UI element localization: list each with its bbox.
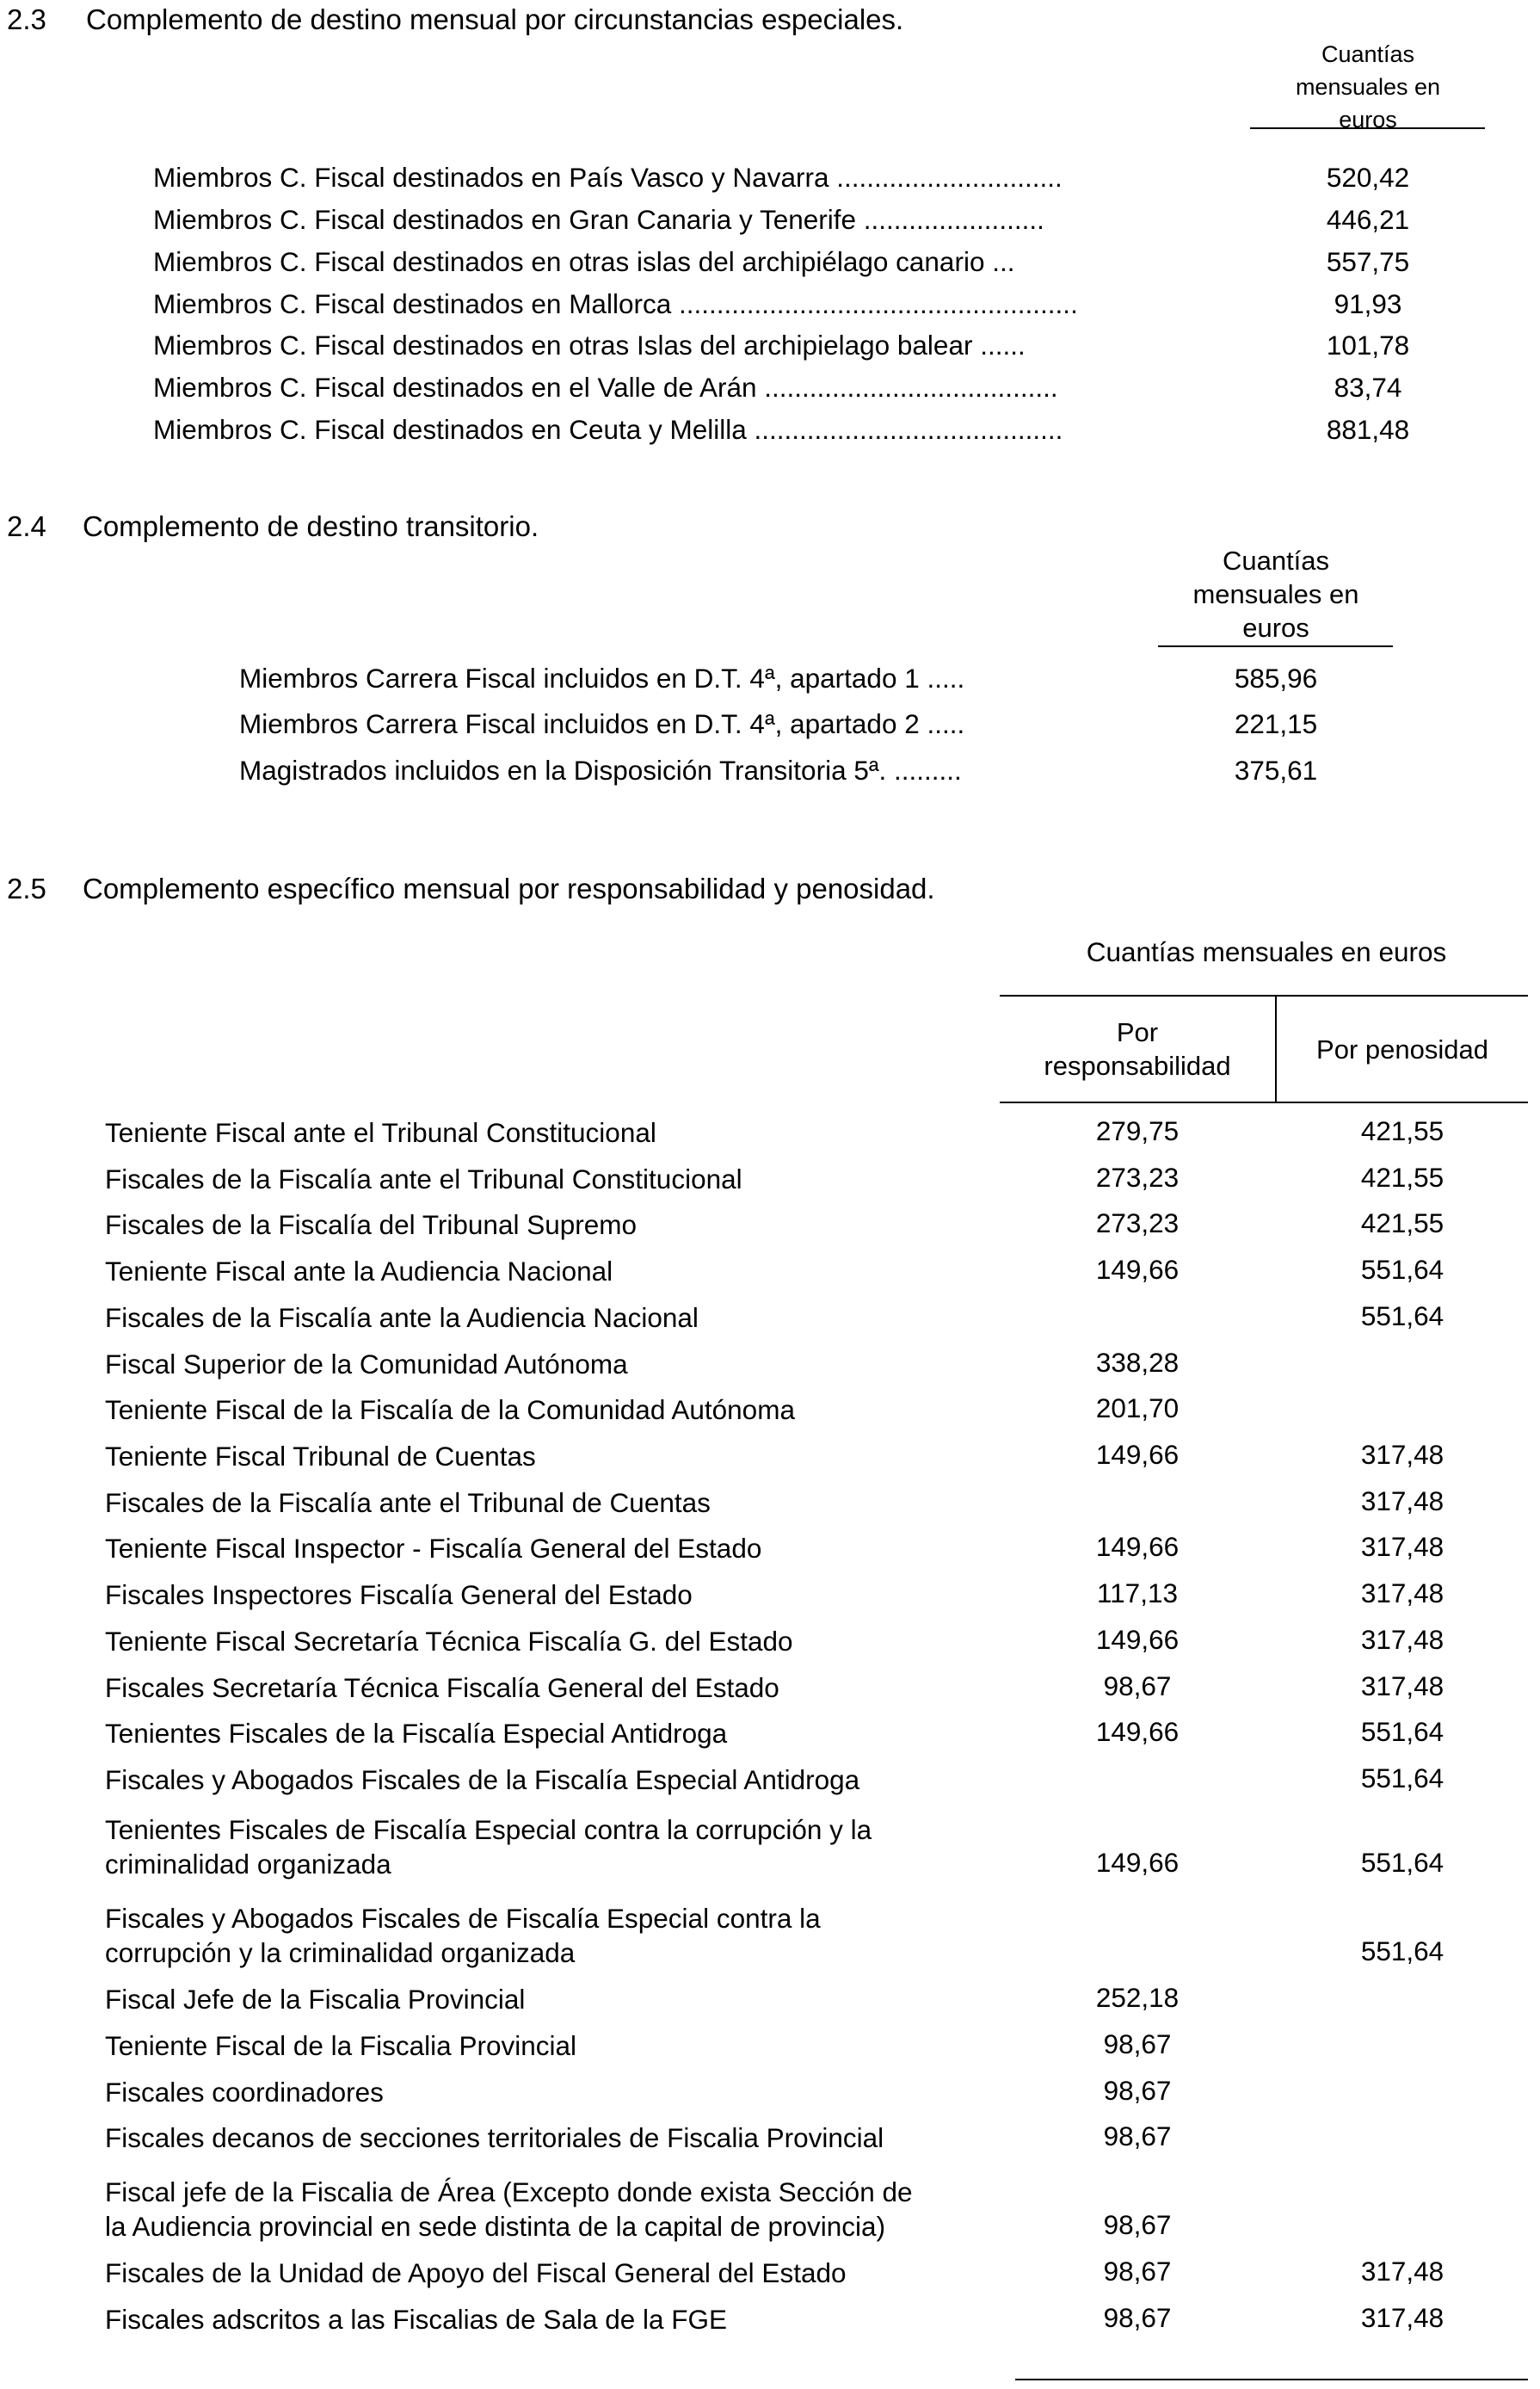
table-row-label: Fiscales de la Unidad de Apoyo del Fiscal General del Estado — [105, 2257, 847, 2288]
table-row-resp: 149,66 — [1095, 1624, 1180, 1655]
table-row-label: Fiscal Jefe de la Fiscalia Provincial — [105, 1984, 526, 2015]
header-rule — [1158, 645, 1393, 647]
header-line: Cuantías — [1321, 41, 1415, 67]
table-row-label: Fiscal jefe de la Fiscalia de Área (Excepto donde exista Sección de la Audiencia provincial en sede distinta de la capital de provincia) — [105, 2176, 913, 2242]
table-row-resp: 149,66 — [1095, 1439, 1180, 1470]
table-row-value: 101,78 — [1326, 330, 1410, 361]
table-row-label: Miembros C. Fiscal destinados en el Valle de Arán ....................................... — [153, 372, 1058, 403]
table-row-label: Fiscales de la Fiscalía ante la Audiencia Nacional — [105, 1302, 699, 1333]
table-row-resp: 98,67 — [1103, 2120, 1172, 2151]
table-row-label: Magistrados incluidos en la Disposición Transitoria 5ª. ......... — [239, 755, 962, 786]
header-rule — [1250, 127, 1485, 129]
header-line: Cuantías — [1222, 546, 1330, 576]
table-top-rule — [1000, 995, 1528, 997]
table-row-label: Fiscales decanos de secciones territoriales de Fiscalia Provincial — [105, 2122, 884, 2153]
table-row-pen: 317,48 — [1360, 1577, 1445, 1608]
table-row-label: Fiscales y Abogados Fiscales de Fiscalía Especial contra la corrupción y la criminalidad organizada — [105, 1903, 821, 1968]
column-header-penosidad: Por penosidad — [1316, 1034, 1488, 1065]
table-row-pen: 317,48 — [1360, 2302, 1445, 2333]
table-row-pen: 551,64 — [1360, 1716, 1445, 1747]
table-row-label: Teniente Fiscal ante la Audiencia Nacional — [105, 1256, 613, 1287]
header-line: mensuales en — [1192, 579, 1359, 609]
table-row-pen: 317,48 — [1360, 1439, 1445, 1470]
table-row-resp: 149,66 — [1095, 1531, 1180, 1562]
section-number: 2.3 — [7, 3, 46, 35]
table-row-label: Fiscales coordinadores — [105, 2077, 384, 2108]
header-line: euros — [1242, 613, 1309, 643]
table-row-resp: 98,67 — [1103, 1670, 1172, 1701]
table-row-pen: 551,64 — [1360, 1935, 1445, 1966]
table-row-resp: 273,23 — [1095, 1207, 1180, 1238]
table-row-pen: 551,64 — [1360, 1762, 1445, 1793]
table-row-label: Teniente Fiscal ante el Tribunal Constitucional — [105, 1117, 656, 1148]
header-line: mensuales en — [1295, 74, 1441, 100]
table-row-label: Fiscales de la Fiscalía ante el Tribunal Constitucional — [105, 1164, 742, 1194]
table-row-value: 557,75 — [1326, 246, 1410, 277]
table-row-label: Miembros C. Fiscal destinados en otras islas del archipiélago canario ... — [153, 246, 1015, 277]
table-row-resp: 149,66 — [1095, 1254, 1180, 1285]
table-row-pen: 317,48 — [1360, 1531, 1445, 1562]
table-row-value: 585,96 — [1234, 663, 1318, 694]
table-row-label: Teniente Fiscal Secretaría Técnica Fiscalía G. del Estado — [105, 1626, 793, 1657]
section-title: Complemento específico mensual por responsabilidad y penosidad. — [83, 873, 935, 904]
table-row-value: 881,48 — [1326, 414, 1410, 445]
section-number: 2.4 — [7, 510, 46, 542]
table-row-resp: 279,75 — [1095, 1115, 1180, 1146]
table-row-label: Tenientes Fiscales de la Fiscalía Especial Antidroga — [105, 1718, 728, 1749]
table-row-resp: 252,18 — [1095, 1982, 1180, 2013]
table-row-resp: 98,67 — [1103, 2075, 1172, 2106]
table-row-pen: 551,64 — [1360, 1847, 1445, 1878]
table-row-value: 446,21 — [1326, 204, 1410, 235]
table-row-label: Miembros C. Fiscal destinados en otras Islas del archipielago balear ...... — [153, 330, 1026, 361]
column-header — [1247, 38, 1488, 136]
table-row-label: Miembros Carrera Fiscal incluidos en D.T. 4ª, apartado 1 ..... — [239, 663, 965, 694]
table-row-resp: 98,67 — [1103, 2028, 1172, 2059]
table-row-pen: 317,48 — [1360, 1624, 1445, 1655]
table-row-value: 91,93 — [1334, 288, 1402, 319]
table-row-pen: 551,64 — [1360, 1300, 1445, 1331]
table-bottom-rule — [1015, 2379, 1528, 2380]
table-row-value: 520,42 — [1326, 162, 1410, 193]
header-line: Por — [1116, 1017, 1159, 1047]
header-line: responsabilidad — [1044, 1051, 1231, 1081]
table-row-resp: 98,67 — [1103, 2209, 1172, 2240]
table-row-pen: 421,55 — [1360, 1162, 1445, 1193]
table-row-label: Fiscal Superior de la Comunidad Autónoma — [105, 1349, 628, 1380]
table-row-label: Fiscales Inspectores Fiscalía General del Estado — [105, 1579, 693, 1610]
table-row-label: Fiscales de la Fiscalía del Tribunal Supremo — [105, 1209, 638, 1240]
section-title: Complemento de destino transitorio. — [83, 510, 539, 542]
table-row-label: Fiscales Secretaría Técnica Fiscalía General del Estado — [105, 1672, 779, 1703]
table-row-pen: 421,55 — [1360, 1115, 1445, 1146]
header-bottom-rule — [1000, 1102, 1528, 1103]
table-row-label: Tenientes Fiscales de Fiscalía Especial contra la corrupción y la criminalidad organizada — [105, 1814, 872, 1880]
table-row-pen: 317,48 — [1360, 2256, 1445, 2287]
table-row-label: Miembros Carrera Fiscal incluidos en D.T. 4ª, apartado 2 ..... — [239, 708, 965, 739]
table-row-label: Teniente Fiscal Inspector - Fiscalía General del Estado — [105, 1533, 762, 1564]
table-row-resp: 149,66 — [1095, 1847, 1180, 1878]
table-row-pen: 551,64 — [1360, 1254, 1445, 1285]
table-row-value: 221,15 — [1234, 708, 1318, 739]
table-row-value: 83,74 — [1334, 372, 1402, 403]
table-row-label: Fiscales y Abogados Fiscales de la Fiscalía Especial Antidroga — [105, 1764, 860, 1795]
table-row-resp: 117,13 — [1096, 1577, 1178, 1608]
table-row-pen: 317,48 — [1360, 1670, 1445, 1701]
section-title: Complemento de destino mensual por circunstancias especiales. — [86, 3, 904, 35]
table-row-label: Teniente Fiscal de la Fiscalia Provincial — [105, 2030, 576, 2061]
header-line: euros — [1339, 107, 1397, 133]
table-row-resp: 201,70 — [1095, 1392, 1180, 1423]
table-row-pen: 317,48 — [1360, 1485, 1445, 1516]
table-row-label: Miembros C. Fiscal destinados en País Vasco y Navarra .............................. — [153, 162, 1063, 193]
table-row-resp: 98,67 — [1103, 2302, 1172, 2333]
table-row-resp: 149,66 — [1095, 1716, 1180, 1747]
table-row-label: Miembros C. Fiscal destinados en Mallorca ..................................................... — [153, 288, 1078, 319]
column-header — [1155, 544, 1396, 645]
column-header-responsabilidad — [1000, 1015, 1275, 1083]
table-row-resp: 273,23 — [1095, 1162, 1180, 1193]
table-row-resp: 338,28 — [1095, 1347, 1180, 1378]
table-row-label: Fiscales de la Fiscalía ante el Tribunal de Cuentas — [105, 1487, 711, 1518]
table-row-value: 375,61 — [1234, 755, 1318, 786]
table-row-label: Teniente Fiscal Tribunal de Cuentas — [105, 1441, 536, 1472]
table-row-resp: 98,67 — [1103, 2256, 1172, 2287]
table-row-label: Fiscales adscritos a las Fiscalias de Sala de la FGE — [105, 2304, 728, 2335]
table-row-label: Miembros C. Fiscal destinados en Gran Canaria y Tenerife ........................ — [153, 204, 1044, 235]
table-row-label: Teniente Fiscal de la Fiscalía de la Comunidad Autónoma — [105, 1394, 795, 1425]
table-row-pen: 421,55 — [1360, 1207, 1445, 1238]
section-number: 2.5 — [7, 873, 46, 904]
group-header: Cuantías mensuales en euros — [1086, 936, 1447, 967]
table-row-label: Miembros C. Fiscal destinados en Ceuta y Melilla ......................................... — [153, 414, 1063, 445]
